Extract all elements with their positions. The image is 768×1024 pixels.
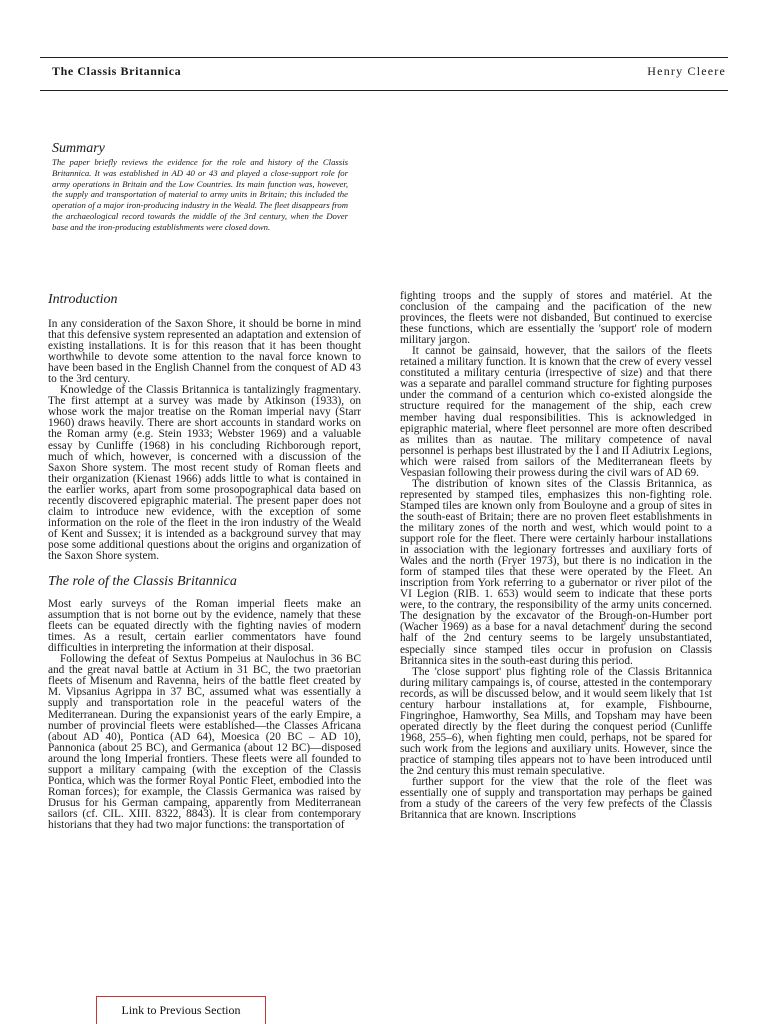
left-column xyxy=(48,288,361,831)
paragraph: In any consideration of the Saxon Shore, it should be borne in mind that this defensive system represented an adaptation and extension of existing installations. It is for this reason that it has been thought worthwhile to devote some attention to the naval force known to have been based in the English Channel from the conquest of AD 43 to the 3rd century. xyxy=(48,318,361,386)
header-rule xyxy=(40,90,728,91)
running-author: Henry Cleere xyxy=(647,64,726,78)
introduction-heading: Introduction xyxy=(48,292,118,307)
paragraph: Following the defeat of Sextus Pompeius at Naulochus in 36 BC and the great naval battle at Actium in 31 BC, the two praetorian fleets of Misenum and Ravenna, heirs of the battle fleet created by M. Vipsanius Agrippa in 37 BC, assumed what was essentially a supply and transportation role in the peaceful waters of the Mediterranean. During the expansionist years of the early Empire, a number of provincial fleets were established—the Classes Africana (about AD 40), Pontica (AD 64), Moesica (20 BC – AD 10), Pannonica (about 25 BC), and Germanica (about 12 BC)—disposed around the long Imperial frontiers. These fleets were all founded to support a military campaing (with the exception of the Classis Pontica, which was the former Royal Pontic Fleet, embodied into the Roman forces); for example, the Classis Germanica was raised by Drusus for his German campaing, apparently from Mediterranean sailors (cf. CIL. XIII. 8322, 8843). It is clear from contemporary historians that they had two major functions: the transportation of xyxy=(48,653,361,831)
paragraph: The distribution of known sites of the Classis Britannica, as represented by stamped tiles, emphasizes this non-fighting role. Stamped tiles are known only from Bouloyne and a group of sites in the south-east of Britain; there are no proven fleet establishments in the military zones of the north and west, which would point to a support role for the fleet. There were certainly harbour installations in association with the legionary fortresses and auxiliary forts of Wales and the north (Fryer 1973), but there is no indication in the form of stamped tiles that these were operated by the Fleet. An inscription from York referring to a gubernator or river pilot of the VI Legion (RIB. 1. 653) would seem to indicate that these ports were, to the contrary, the responsibility of the army units concerned. The designation by the excavator of the Brough-on-Humber port (Wacher 1969) as a base for a naval detachment' during the second half of the 2nd century seems to be largely unsubstantiated, especially since stamped tiles occur in profusion on Classis Britannica sites in the south-east during this period. xyxy=(400,477,712,667)
previous-section-link[interactable]: Link to Previous Section xyxy=(96,996,266,1024)
role-heading: The role of the Classis Britannica xyxy=(48,574,237,590)
summary-heading: Summary xyxy=(52,141,105,156)
paragraph: It cannot be gainsaid, however, that the sailors of the fleets retained a military function. It is known that the crew of every vessel constituted a military centuria (irrespective of size) and that there was a separate and parallel command structure for fighting purposes under the command of a centurion which co-existed alongside the structure required for the management of the ship, each crew member having dual responsibilities. This is acknowledged in epigraphic material, where fleet personnel are more often described as milites than as nautae. The military competence of naval personnel is perhaps best illustrated by the I and II Adiutrix Legions, which were raised from sailors of the Mediterranean fleets by Vespasian following their prowess during the civil wars of AD 69. xyxy=(400,345,712,479)
running-title: The Classis Britannica xyxy=(52,64,182,78)
paragraph: further support for the view that the role of the fleet was essentially one of supply and transportation may perhaps be gained from a study of the careers of the very few prefects of the Classis Britannica that are known. Inscriptions xyxy=(400,776,712,822)
paragraph: fighting troops and the supply of stores and matériel. At the conclusion of the campaing and the pacification of the new provinces, the fleets were not disbanded, But continued to exercise these functions, which are essentially the 'support' role of modern military jargon. xyxy=(400,290,712,347)
paragraph: The 'close support' plus fighting role of the Classis Britannica during military campaings is, of course, attested in the contemporary records, as will be discussed below, and it would seem likely that 1st century harbour installations at, for example, Fishbourne, Fingringhoe, Hamworthy, Sea Mills, and Topsham may have been operated directly by the fleet during the conquest period (Cunliffe 1968, 255–6), when fighting men could, perhaps, not be spared for such work from the legions and auxiliary units. However, since the practice of stamping tiles appears not to have been introduced until the 2nd century this must remain speculative. xyxy=(400,665,712,778)
top-rule xyxy=(40,57,728,58)
right-column xyxy=(400,291,712,821)
paragraph: Knowledge of the Classis Britannica is tantalizingly fragmentary. The first attempt at a survey was made by Atkinson (1933), on whose work the major treatise on the Roman imperial navy (Starr 1960) draws heavily. There are short accounts in standard works on the Roman army (e.g. Stein 1933; Webster 1969) and a valuable essay by Cunliffe (1968) in his concluding Richborough report, much of which, however, is concerned with a discussion of the Saxon Shore system. The most recent study of Roman fleets and their organization (Kienast 1966) adds little to what is contained in the earlier works, apart from some prosopographical data based on recently discovered epigraphic material. The present paper does not claim to introduce new evidence, with the exception of some information on the role of the fleet in the iron industry of the Weald of Kent and Sussex; it is intended as a background survey that may pose some additional questions about the origins and organization of the Saxon Shore system. xyxy=(48,384,361,562)
summary-text: The paper briefly reviews the evidence for the role and history of the Classis Britannica. It was established in AD 40 or 43 and played a close-support role for army operations in Britain and the Low Countries. Its main function was, however, the supply and transportation of material to army units in Britain; this included the operation of a major iron-producing industry in the Weald. The fleet disappears from the archaeological record towards the middle of the 3rd century, when the Dover base and the iron-producing establishments were closed down. xyxy=(52,157,348,232)
paragraph: Most early surveys of the Roman imperial fleets make an assumption that is not borne out by the evidence, namely that these fleets can be equated directly with the fighting navies of modern times. As a result, certain earlier commentators have found difficulties in interpreting the information at their disposal. xyxy=(48,598,361,655)
